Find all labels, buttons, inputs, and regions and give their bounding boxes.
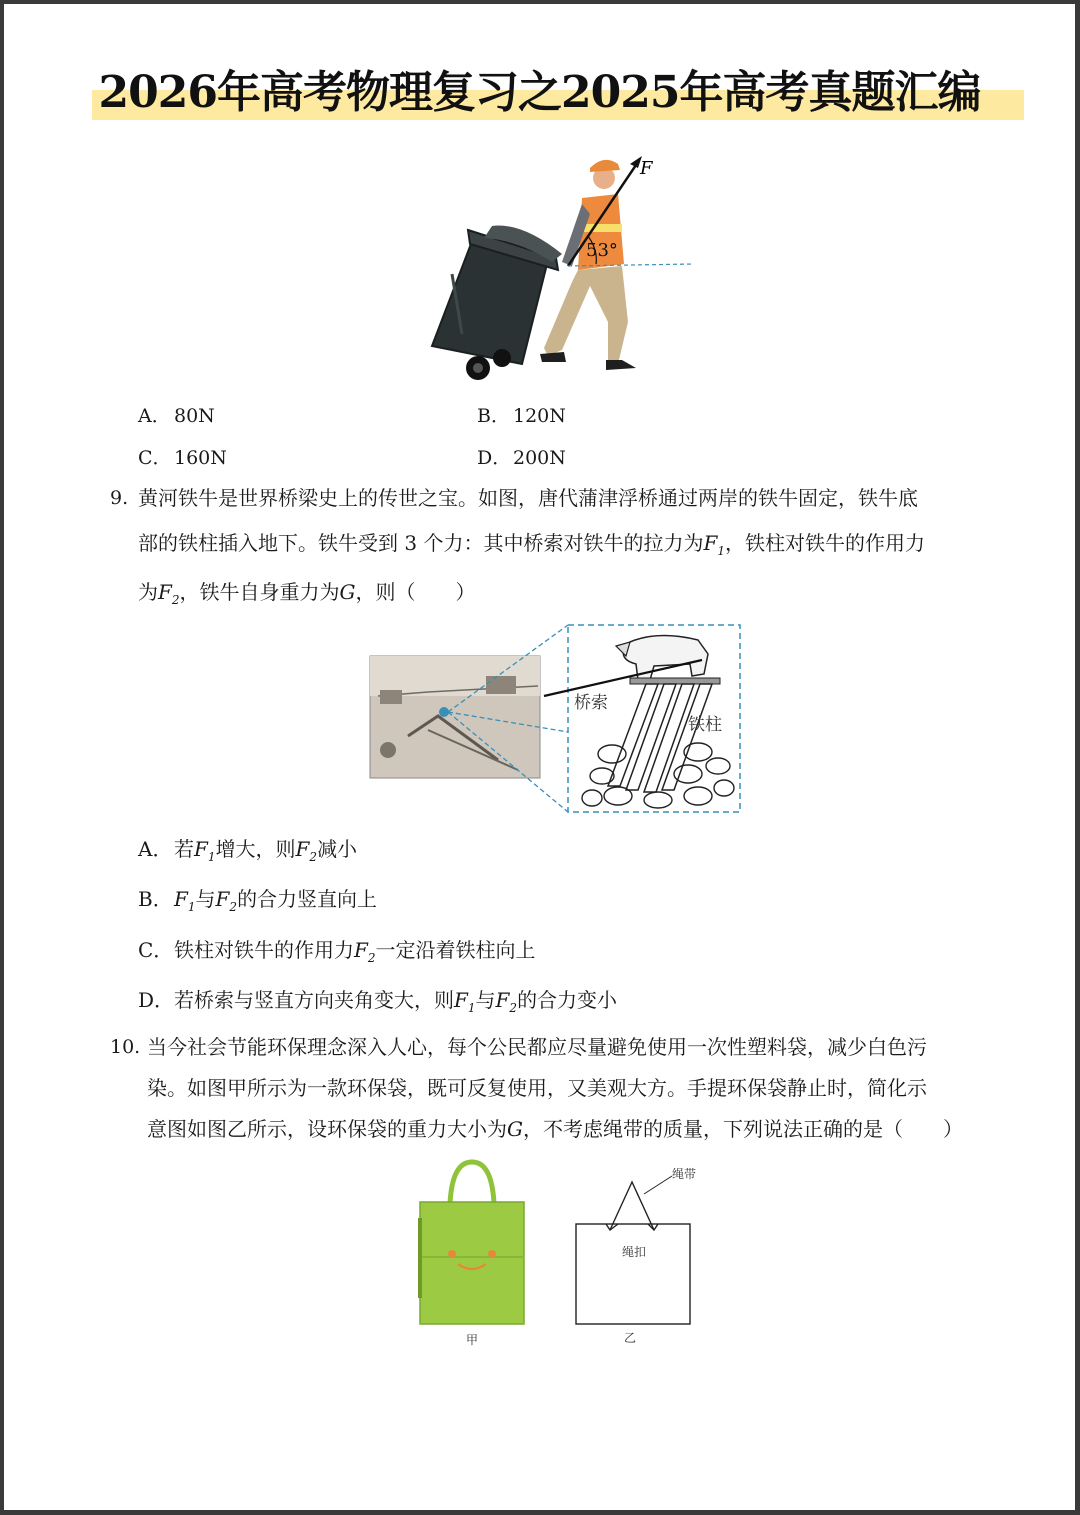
title-banner [4,62,1075,132]
green-bag [420,1202,524,1324]
smile-eye-right [488,1250,496,1258]
q8-option-c-label: C． [138,447,172,469]
q8-option-b-text: 120N [513,405,566,427]
var-g: G [339,580,356,604]
q10-line-3-a: 意图如图乙所示，设环保袋的重力大小为 [147,1117,507,1141]
q9-line-3-c: ，则（ ） [355,580,476,604]
bag-outline [576,1224,690,1324]
q10-line-3 [147,1115,963,1143]
q9-option-d-label: D． [138,988,175,1012]
q9-option-a[interactable]: A．若$F_1$增大，则$F_2$减小 [138,837,358,864]
label-yi: 乙 [624,1331,637,1345]
q9-count: 3 [404,531,418,555]
q9-line-2-b: 个力：其中桥索对铁牛的拉力为 [423,531,704,555]
strap-leader-line [644,1176,672,1194]
q10-number: 10. [110,1036,141,1058]
q10-var-g: G [507,1117,523,1141]
q8-option-d[interactable] [477,445,566,471]
q9-line-2 [138,529,925,565]
q8-option-d-label: D． [477,447,512,469]
exam-page [4,4,1075,1510]
angle-label: 53° [586,240,618,261]
q9-line-3-a: 为 [138,580,158,604]
q9-line-2-c: ，铁柱对铁牛的作用力 [724,531,925,555]
q10-line-1: 当今社会节能环保理念深入人心，每个公民都应尽量避免使用一次性塑料袋，减少白色污 [147,1035,927,1059]
q10-figure-bag-schematic [564,1156,704,1348]
label-iron-pillar: 铁柱 [688,715,722,735]
q9-line-3-b: ，铁牛自身重力为 [179,580,340,604]
q9-option-a-label: A． [138,837,173,861]
q8-option-a-text: 80N [174,405,215,427]
q9-line-2-a: 部的铁柱插入地下。铁牛受到 [138,531,398,555]
label-buckle: 绳扣 [622,1245,647,1259]
q9-line-3 [138,578,476,614]
q8-option-d-text: 200N [513,447,566,469]
q8-option-a[interactable] [138,403,215,429]
iron-pillars [608,684,712,792]
q9-number: 9. [110,487,129,509]
q9-option-b-label: B． [138,887,173,911]
q9-option-d[interactable]: D．若桥索与竖直方向夹角变大，则$F_1$与$F_2$的合力变小 [138,988,618,1015]
label-jia: 甲 [466,1333,479,1347]
q9-figure-iron-ox [368,620,748,818]
q8-option-c-text: 160N [174,447,227,469]
label-bridge-cable: 桥索 [574,693,608,713]
q8-option-c[interactable] [138,445,227,471]
page-title: 2026年高考物理复习之2025年高考真题汇编 [98,67,981,118]
q8-figure-trash-bin [422,154,702,386]
var-f1: $F_1$ [703,531,725,558]
q9-option-c[interactable]: C．铁柱对铁牛的作用力$F_2$一定沿着铁柱向上 [138,938,536,965]
q10-line-2: 染。如图甲所示为一款环保袋，既可反复使用，又美观大方。手提环保袋静止时，简化示 [147,1076,927,1100]
q8-option-b[interactable] [477,403,566,429]
smile-eye-left [448,1250,456,1258]
q10-line-3-b: ，不考虑绳带的质量，下列说法正确的是（ ） [522,1117,963,1141]
q9-option-c-label: C． [138,938,174,962]
q10-figure-bag-photo [412,1156,532,1348]
label-strap: 绳带 [672,1167,697,1181]
var-f2: $F_2$ [158,580,180,607]
q8-option-a-label: A． [138,405,171,427]
q8-option-b-label: B． [477,405,510,427]
q9-line-1: 黄河铁牛是世界桥梁史上的传世之宝。如图，唐代蒲津浮桥通过两岸的铁牛固定，铁牛底 [138,486,918,510]
bag-handle [450,1162,494,1204]
q9-option-b[interactable]: B．$F_1$与$F_2$的合力竖直向上 [138,887,378,914]
bag-strap [610,1182,654,1230]
force-label: F [640,158,653,179]
